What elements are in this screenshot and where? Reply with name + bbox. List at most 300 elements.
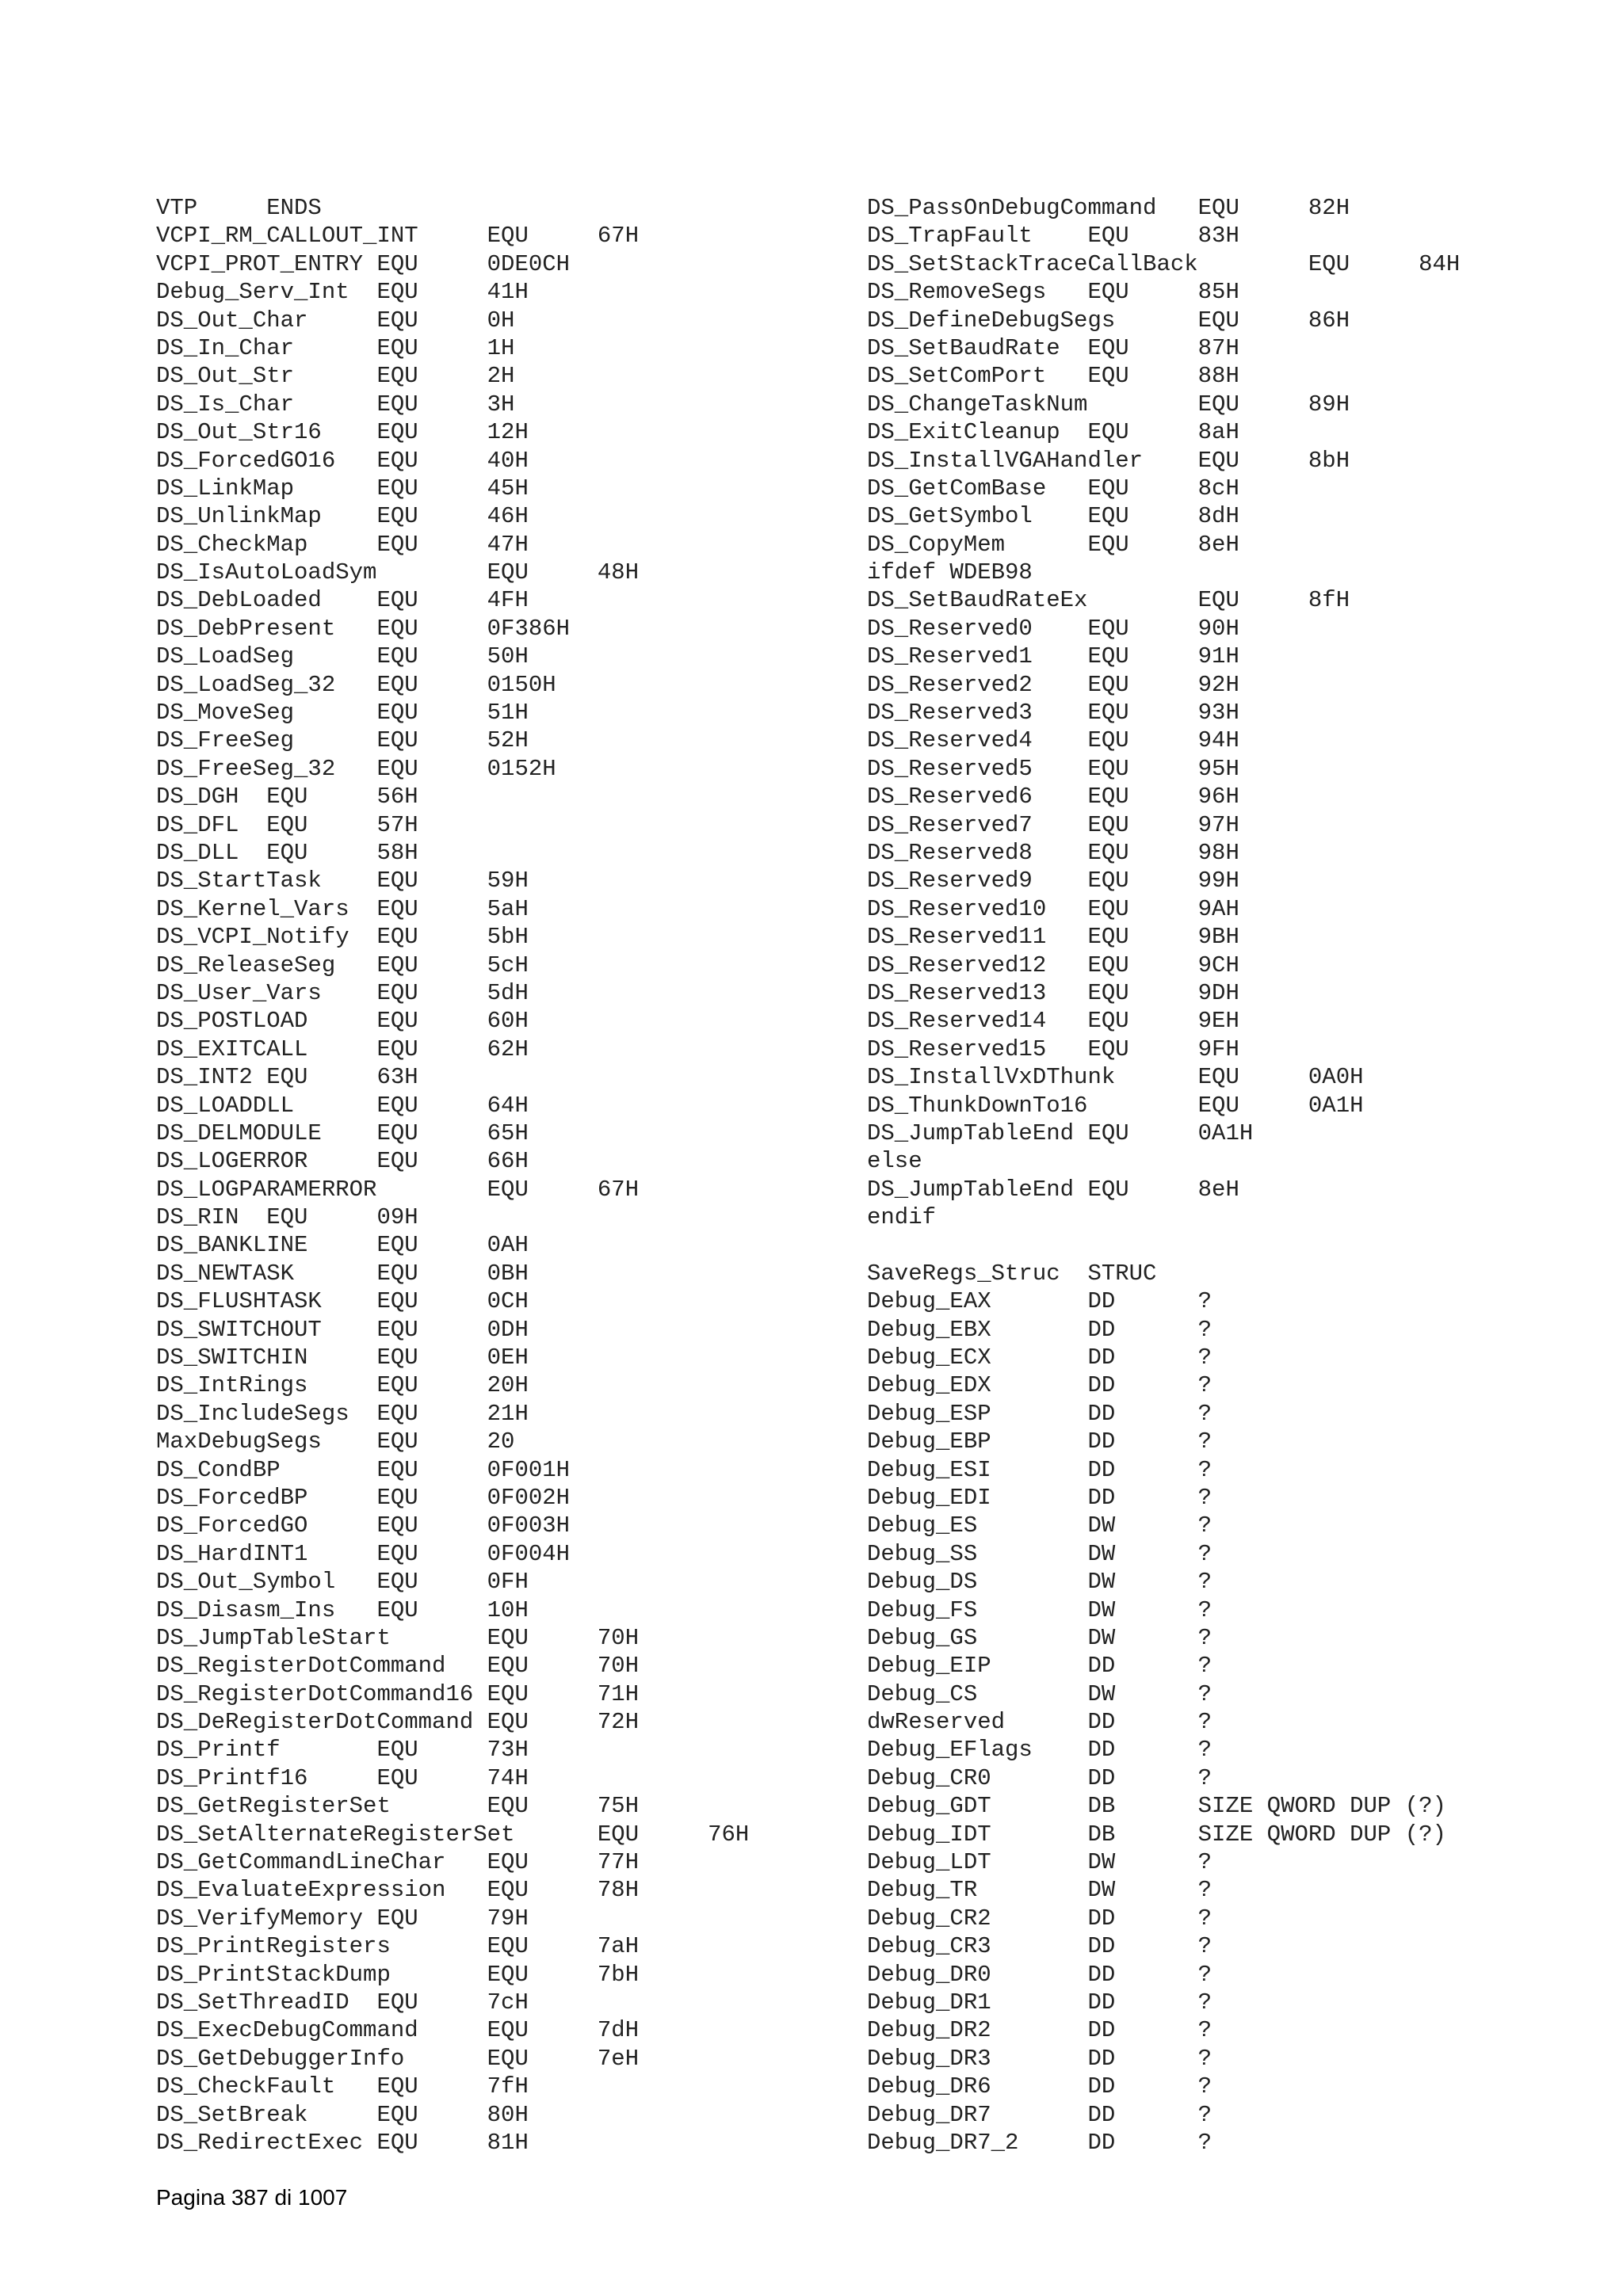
code-line bbox=[156, 362, 830, 390]
code-value: 2H bbox=[487, 363, 515, 390]
code-symbol: Debug_SS bbox=[867, 1540, 978, 1567]
code-value: 94H bbox=[1197, 727, 1239, 754]
code-value: 60H bbox=[487, 1008, 529, 1035]
code-symbol: Debug_CR0 bbox=[867, 1764, 991, 1791]
code-directive: DD bbox=[1087, 1344, 1116, 1371]
code-symbol: DS_Is_Char bbox=[156, 391, 295, 418]
code-symbol: DS_InstallVGAHandler bbox=[867, 447, 1144, 474]
code-line bbox=[156, 222, 830, 250]
code-value: 59H bbox=[487, 868, 529, 894]
code-directive: DD bbox=[1087, 2045, 1116, 2072]
code-value: 5cH bbox=[487, 952, 529, 978]
code-line bbox=[156, 755, 830, 783]
code-symbol: MaxDebugSegs bbox=[156, 1428, 322, 1455]
code-directive: EQU bbox=[1087, 279, 1129, 306]
code-symbol: DS_Printf16 bbox=[156, 1764, 308, 1791]
code-directive: DD bbox=[1087, 1653, 1116, 1680]
code-directive: DD bbox=[1087, 1456, 1116, 1483]
code-line bbox=[867, 1119, 1580, 1147]
code-symbol: DS_RegisterDotCommand16 bbox=[156, 1680, 474, 1707]
code-symbol: Debug_EBP bbox=[867, 1428, 991, 1455]
code-line bbox=[156, 334, 830, 362]
code-value: 81H bbox=[487, 2129, 529, 2156]
code-symbol: DS_DebPresent bbox=[156, 615, 336, 642]
code-value: 41H bbox=[487, 279, 529, 306]
code-value: ? bbox=[1197, 1372, 1212, 1399]
code-symbol: DS_LoadSeg bbox=[156, 643, 295, 670]
code-directive: DD bbox=[1087, 1933, 1116, 1960]
code-symbol: Debug_ES bbox=[867, 1512, 978, 1539]
code-directive: EQU bbox=[376, 1316, 418, 1343]
code-line bbox=[156, 1764, 830, 1792]
code-directive: EQU bbox=[376, 475, 418, 502]
code-value: 0150H bbox=[487, 671, 556, 698]
code-value: ? bbox=[1197, 1344, 1212, 1371]
code-directive: EQU bbox=[1087, 1176, 1129, 1203]
code-value: 09H bbox=[376, 1204, 418, 1231]
code-symbol: Debug_TR bbox=[867, 1877, 978, 1904]
code-line bbox=[156, 1371, 830, 1399]
code-directive: EQU bbox=[1087, 727, 1129, 754]
code-symbol: Debug_DR7 bbox=[867, 2101, 991, 2128]
code-symbol: DS_LOGPARAMERROR bbox=[156, 1176, 377, 1203]
code-line bbox=[867, 979, 1580, 1007]
code-symbol: DS_InstallVxDThunk bbox=[867, 1064, 1116, 1091]
code-directive: EQU bbox=[376, 1035, 418, 1062]
code-value: 0F002H bbox=[487, 1484, 571, 1511]
code-line bbox=[156, 1007, 830, 1035]
code-directive: EQU bbox=[376, 924, 418, 951]
code-directive: EQU bbox=[1087, 334, 1129, 361]
code-value: ? bbox=[1197, 1961, 1212, 1988]
code-directive: DW bbox=[1087, 1624, 1116, 1651]
code-symbol: Debug_GS bbox=[867, 1624, 978, 1651]
page-number-footer: Pagina 387 di 1007 bbox=[156, 2185, 348, 2210]
code-value: 40H bbox=[487, 447, 529, 474]
code-line bbox=[156, 1203, 830, 1231]
code-value: ? bbox=[1197, 2073, 1212, 2100]
code-line bbox=[867, 1736, 1580, 1764]
code-symbol: DS_PassOnDebugCommand bbox=[867, 195, 1157, 221]
code-directive: EQU bbox=[487, 1793, 529, 1820]
code-line bbox=[156, 2101, 830, 2129]
code-symbol: DS_JumpTableStart bbox=[156, 1624, 391, 1651]
code-value: 51H bbox=[487, 700, 529, 727]
code-line bbox=[867, 1905, 1580, 1932]
code-line bbox=[867, 727, 1580, 754]
code-symbol: DS_FreeSeg_32 bbox=[156, 755, 336, 782]
code-directive: DB bbox=[1087, 1821, 1116, 1848]
code-line bbox=[867, 923, 1580, 951]
code-value: 9FH bbox=[1197, 1035, 1239, 1062]
code-line bbox=[867, 2045, 1580, 2073]
code-symbol: DS_User_Vars bbox=[156, 979, 322, 1006]
code-symbol: DS_EvaluateExpression bbox=[156, 1877, 446, 1904]
code-line bbox=[867, 699, 1580, 727]
code-directive: EQU bbox=[1087, 223, 1129, 250]
code-value: 5dH bbox=[487, 979, 529, 1006]
code-line bbox=[156, 1708, 830, 1736]
code-value: ? bbox=[1197, 1737, 1212, 1764]
code-directive: EQU bbox=[376, 334, 418, 361]
code-value: ? bbox=[1197, 2017, 1212, 2044]
code-directive: EQU bbox=[376, 1148, 418, 1175]
code-symbol: DS_SetBaudRate bbox=[867, 334, 1060, 361]
code-line bbox=[867, 1035, 1580, 1063]
code-line bbox=[867, 1484, 1580, 1512]
code-value: 92H bbox=[1197, 671, 1239, 698]
code-symbol: DS_ForcedGO16 bbox=[156, 447, 336, 474]
code-value: 64H bbox=[487, 1092, 529, 1119]
code-line bbox=[867, 418, 1580, 446]
code-symbol: DS_RIN bbox=[156, 1204, 239, 1231]
code-symbol: Debug_DR0 bbox=[867, 1961, 991, 1988]
code-directive: EQU bbox=[376, 307, 418, 334]
code-directive: EQU bbox=[1087, 952, 1129, 978]
code-symbol: DS_JumpTableEnd bbox=[867, 1119, 1075, 1146]
code-symbol: DS_RemoveSegs bbox=[867, 279, 1047, 306]
code-value: ? bbox=[1197, 1877, 1212, 1904]
code-line bbox=[156, 1287, 830, 1315]
code-line bbox=[867, 222, 1580, 250]
code-symbol: Debug_EFlags bbox=[867, 1737, 1033, 1764]
code-directive: EQU bbox=[1087, 531, 1129, 558]
code-symbol: DS_MoveSeg bbox=[156, 700, 295, 727]
code-line bbox=[867, 559, 1580, 586]
code-directive: EQU bbox=[487, 223, 529, 250]
code-symbol: Debug_CR3 bbox=[867, 1933, 991, 1960]
code-directive: EQU bbox=[376, 250, 418, 277]
code-line bbox=[156, 1176, 830, 1203]
code-directive: EQU bbox=[266, 839, 308, 866]
code-directive: EQU bbox=[1087, 924, 1129, 951]
code-value: 65H bbox=[487, 1119, 529, 1146]
code-line bbox=[867, 1316, 1580, 1344]
code-line bbox=[867, 1092, 1580, 1119]
code-line bbox=[867, 531, 1580, 559]
code-directive: EQU bbox=[376, 1484, 418, 1511]
code-value: 74H bbox=[487, 1764, 529, 1791]
code-directive: EQU bbox=[376, 868, 418, 894]
code-directive: EQU bbox=[1087, 839, 1129, 866]
code-line bbox=[156, 2016, 830, 2044]
code-symbol: DS_GetSymbol bbox=[867, 503, 1033, 530]
code-directive: EQU bbox=[376, 727, 418, 754]
code-value: 9CH bbox=[1197, 952, 1239, 978]
code-value: 98H bbox=[1197, 839, 1239, 866]
code-directive: EQU bbox=[1197, 1092, 1239, 1119]
code-value: ? bbox=[1197, 1933, 1212, 1960]
code-line bbox=[156, 839, 830, 867]
code-line bbox=[156, 194, 830, 222]
code-symbol: Debug_ESP bbox=[867, 1400, 991, 1427]
code-value: 99H bbox=[1197, 868, 1239, 894]
code-line bbox=[867, 1652, 1580, 1680]
code-symbol: DS_DFL bbox=[156, 811, 239, 838]
code-line bbox=[867, 334, 1580, 362]
code-line bbox=[867, 1456, 1580, 1484]
code-symbol: DS_Reserved6 bbox=[867, 784, 1033, 810]
code-value: 8aH bbox=[1197, 419, 1239, 446]
code-value: 7bH bbox=[597, 1961, 640, 1988]
code-directive: EQU bbox=[266, 811, 308, 838]
code-line bbox=[867, 1540, 1580, 1568]
code-value: 10H bbox=[487, 1596, 529, 1623]
code-line bbox=[156, 475, 830, 502]
code-value: 46H bbox=[487, 503, 529, 530]
code-line bbox=[156, 586, 830, 614]
code-line bbox=[867, 1428, 1580, 1455]
code-value: ? bbox=[1197, 1709, 1212, 1736]
code-value: ? bbox=[1197, 1540, 1212, 1567]
code-directive: DW bbox=[1087, 1596, 1116, 1623]
code-line bbox=[867, 1764, 1580, 1792]
code-symbol: DS_ChangeTaskNum bbox=[867, 391, 1088, 418]
code-symbol: DS_NEWTASK bbox=[156, 1260, 295, 1287]
code-symbol: DS_ReleaseSeg bbox=[156, 952, 336, 978]
code-symbol: DS_Reserved11 bbox=[867, 924, 1047, 951]
code-value: 70H bbox=[597, 1624, 640, 1651]
code-symbol: DS_ForcedGO bbox=[156, 1512, 308, 1539]
code-value: 0A1H bbox=[1308, 1092, 1364, 1119]
code-symbol: DS_Out_Char bbox=[156, 307, 308, 334]
code-symbol: DS_ForcedBP bbox=[156, 1484, 308, 1511]
code-value: 0DE0CH bbox=[487, 250, 571, 277]
code-value: 7eH bbox=[597, 2045, 640, 2072]
code-value: 57H bbox=[376, 811, 418, 838]
code-symbol: DS_ExitCleanup bbox=[867, 419, 1060, 446]
code-symbol: DS_Reserved10 bbox=[867, 895, 1047, 922]
code-symbol: Debug_FS bbox=[867, 1596, 978, 1623]
code-symbol: DS_Reserved5 bbox=[867, 755, 1033, 782]
code-symbol: DS_CondBP bbox=[156, 1456, 281, 1483]
code-directive: DW bbox=[1087, 1569, 1116, 1596]
code-value: 93H bbox=[1197, 700, 1239, 727]
code-directive: EQU bbox=[1087, 363, 1129, 390]
code-symbol: DS_Reserved9 bbox=[867, 868, 1033, 894]
code-line bbox=[156, 1540, 830, 1568]
code-line bbox=[867, 1596, 1580, 1624]
code-value: 0CH bbox=[487, 1288, 529, 1315]
code-value: 90H bbox=[1197, 615, 1239, 642]
code-directive: EQU bbox=[597, 1821, 640, 1848]
code-line bbox=[156, 559, 830, 586]
code-directive: EQU bbox=[376, 2101, 418, 2128]
code-symbol: DS_VCPI_Notify bbox=[156, 924, 349, 951]
code-line bbox=[156, 783, 830, 810]
code-line bbox=[867, 362, 1580, 390]
code-line bbox=[156, 727, 830, 754]
code-directive: EQU bbox=[376, 1372, 418, 1399]
code-value: 50H bbox=[487, 643, 529, 670]
code-symbol: DS_DELMODULE bbox=[156, 1119, 322, 1146]
code-directive: EQU bbox=[376, 1540, 418, 1567]
code-symbol: DS_HardINT1 bbox=[156, 1540, 308, 1567]
code-symbol: DS_Reserved15 bbox=[867, 1035, 1047, 1062]
code-line bbox=[156, 1680, 830, 1708]
code-directive: EQU bbox=[376, 1905, 418, 1932]
code-directive: EQU bbox=[376, 391, 418, 418]
code-line bbox=[156, 391, 830, 418]
code-value: 85H bbox=[1197, 279, 1239, 306]
code-line bbox=[156, 1063, 830, 1091]
code-line bbox=[156, 531, 830, 559]
code-value: ? bbox=[1197, 2129, 1212, 2156]
code-symbol: Debug_DR3 bbox=[867, 2045, 991, 2072]
code-symbol: DS_DGH bbox=[156, 784, 239, 810]
code-line bbox=[156, 952, 830, 979]
code-directive: EQU bbox=[376, 1596, 418, 1623]
code-line bbox=[156, 895, 830, 923]
code-value: 12H bbox=[487, 419, 529, 446]
code-directive: EQU bbox=[376, 587, 418, 614]
code-symbol: Debug_EIP bbox=[867, 1653, 991, 1680]
code-value: 66H bbox=[487, 1148, 529, 1175]
code-value: ? bbox=[1197, 2101, 1212, 2128]
code-value: ? bbox=[1197, 1624, 1212, 1651]
code-value: 79H bbox=[487, 1905, 529, 1932]
code-value: 0DH bbox=[487, 1316, 529, 1343]
code-directive: DD bbox=[1087, 2101, 1116, 2128]
code-directive: EQU bbox=[1197, 195, 1239, 221]
code-line bbox=[867, 1176, 1580, 1203]
code-symbol: DS_FreeSeg bbox=[156, 727, 295, 754]
code-line bbox=[867, 2101, 1580, 2129]
code-value: 72H bbox=[597, 1709, 640, 1736]
code-directive: DD bbox=[1087, 1709, 1116, 1736]
code-directive: EQU bbox=[376, 1737, 418, 1764]
code-value: 71H bbox=[597, 1680, 640, 1707]
code-symbol: else bbox=[867, 1148, 922, 1175]
code-directive: EQU bbox=[376, 1989, 418, 2016]
code-value: 9AH bbox=[1197, 895, 1239, 922]
code-symbol: DS_Reserved4 bbox=[867, 727, 1033, 754]
code-line bbox=[867, 1400, 1580, 1428]
code-directive: EQU bbox=[1087, 1119, 1129, 1146]
code-directive: EQU bbox=[376, 671, 418, 698]
code-directive: EQU bbox=[376, 1344, 418, 1371]
code-line bbox=[156, 699, 830, 727]
code-symbol: DS_StartTask bbox=[156, 868, 322, 894]
code-symbol: DS_SWITCHOUT bbox=[156, 1316, 322, 1343]
code-directive: EQU bbox=[376, 531, 418, 558]
code-value: 83H bbox=[1197, 223, 1239, 250]
code-symbol: DS_Reserved13 bbox=[867, 979, 1047, 1006]
code-directive: EQU bbox=[1087, 671, 1129, 698]
code-line bbox=[156, 1821, 830, 1848]
code-value: 58H bbox=[376, 839, 418, 866]
code-value: ? bbox=[1197, 1680, 1212, 1707]
code-directive: EQU bbox=[1308, 250, 1350, 277]
code-line bbox=[867, 278, 1580, 306]
code-directive: EQU bbox=[376, 363, 418, 390]
code-symbol: Debug_LDT bbox=[867, 1849, 991, 1876]
code-directive: EQU bbox=[376, 419, 418, 446]
code-value: ? bbox=[1197, 1484, 1212, 1511]
code-directive: DD bbox=[1087, 1428, 1116, 1455]
code-directive: DD bbox=[1087, 2129, 1116, 2156]
code-symbol: DS_In_Char bbox=[156, 334, 295, 361]
code-directive: STRUC bbox=[1087, 1260, 1157, 1287]
code-directive: EQU bbox=[1087, 811, 1129, 838]
code-symbol: DS_LoadSeg_32 bbox=[156, 671, 336, 698]
code-symbol: Debug_DR7_2 bbox=[867, 2129, 1019, 2156]
code-symbol: DS_GetCommandLineChar bbox=[156, 1849, 446, 1876]
code-directive: EQU bbox=[376, 2073, 418, 2100]
code-symbol: DS_RedirectExec bbox=[156, 2129, 364, 2156]
code-value: 0F386H bbox=[487, 615, 571, 642]
code-value: 0152H bbox=[487, 755, 556, 782]
code-directive: EQU bbox=[376, 1428, 418, 1455]
code-directive: EQU bbox=[376, 952, 418, 978]
code-line bbox=[867, 783, 1580, 810]
code-symbol: DS_SWITCHIN bbox=[156, 1344, 308, 1371]
code-line bbox=[867, 1260, 1580, 1287]
code-directive: EQU bbox=[376, 1232, 418, 1259]
code-symbol: Debug_DR1 bbox=[867, 1989, 991, 2016]
code-value: 0AH bbox=[487, 1232, 529, 1259]
code-value: 7fH bbox=[487, 2073, 529, 2100]
code-directive: DD bbox=[1087, 1372, 1116, 1399]
code-value: ? bbox=[1197, 1456, 1212, 1483]
code-value: 48H bbox=[597, 559, 640, 586]
code-directive: EQU bbox=[487, 1709, 529, 1736]
code-directive: EQU bbox=[376, 1456, 418, 1483]
code-line bbox=[867, 615, 1580, 643]
code-directive: EQU bbox=[1087, 475, 1129, 502]
code-symbol: DS_EXITCALL bbox=[156, 1035, 308, 1062]
code-value: 82H bbox=[1308, 195, 1350, 221]
code-directive: EQU bbox=[1087, 419, 1129, 446]
code-line bbox=[867, 194, 1580, 222]
code-directive: EQU bbox=[376, 1512, 418, 1539]
code-symbol: DS_SetBreak bbox=[156, 2101, 308, 2128]
code-directive: DD bbox=[1087, 1764, 1116, 1791]
code-directive: EQU bbox=[1087, 895, 1129, 922]
code-line bbox=[867, 867, 1580, 894]
code-column-right bbox=[867, 194, 1580, 2157]
code-value: 87H bbox=[1197, 334, 1239, 361]
code-value: 95H bbox=[1197, 755, 1239, 782]
code-value: 0F001H bbox=[487, 1456, 571, 1483]
code-line bbox=[867, 391, 1580, 418]
code-line bbox=[867, 475, 1580, 502]
code-symbol: DS_POSTLOAD bbox=[156, 1008, 308, 1035]
code-directive: ENDS bbox=[266, 195, 322, 221]
code-directive: DD bbox=[1087, 2017, 1116, 2044]
code-line bbox=[156, 1456, 830, 1484]
code-directive: EQU bbox=[487, 1961, 529, 1988]
code-directive: DW bbox=[1087, 1849, 1116, 1876]
code-line bbox=[156, 307, 830, 334]
code-line bbox=[867, 1708, 1580, 1736]
code-directive: DW bbox=[1087, 1512, 1116, 1539]
code-directive: EQU bbox=[376, 1119, 418, 1146]
code-value: 8fH bbox=[1308, 587, 1350, 614]
code-value: 75H bbox=[597, 1793, 640, 1820]
code-value: 7aH bbox=[597, 1933, 640, 1960]
code-value: 8eH bbox=[1197, 531, 1239, 558]
code-symbol: DS_SetBaudRateEx bbox=[867, 587, 1088, 614]
code-directive: DW bbox=[1087, 1680, 1116, 1707]
code-line bbox=[867, 1371, 1580, 1399]
code-directive: EQU bbox=[266, 1204, 308, 1231]
code-value: 8bH bbox=[1308, 447, 1350, 474]
code-symbol: ifdef WDEB98 bbox=[867, 559, 1033, 586]
code-value: 76H bbox=[708, 1821, 750, 1848]
code-line bbox=[867, 1876, 1580, 1904]
code-line bbox=[156, 1092, 830, 1119]
